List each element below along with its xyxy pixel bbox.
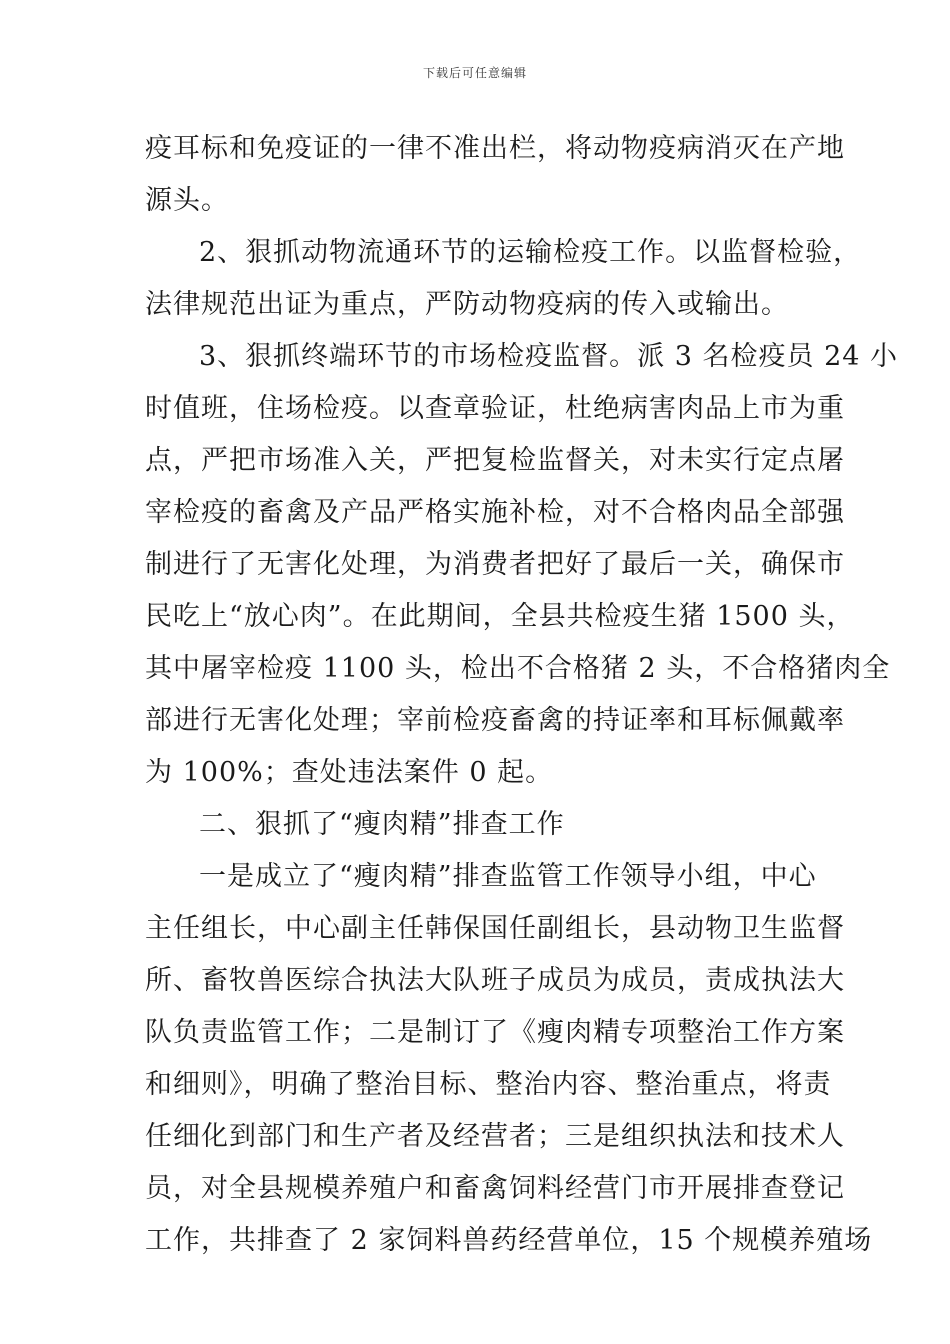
text-line: 工作，共排查了 2 家饲料兽药经营单位，15 个规模养殖场	[145, 1225, 873, 1256]
text-line: 队负责监管工作；二是制订了《瘦肉精专项整治工作方案	[145, 1017, 845, 1048]
page-header: 下载后可任意编辑	[422, 66, 527, 80]
text-line: 任细化到部门和生产者及经营者；三是组织执法和技术人	[145, 1121, 845, 1152]
text-line: 主任组长，中心副主任韩保国任副组长，县动物卫生监督	[145, 913, 845, 944]
paragraph-start-line: 一是成立了“瘦肉精”排查监管工作领导小组，中心	[199, 861, 817, 892]
text-line: 疫耳标和免疫证的一律不准出栏，将动物疫病消灭在产地	[145, 133, 845, 164]
text-line: 法律规范出证为重点，严防动物疫病的传入或输出。	[145, 289, 789, 320]
text-line: 制进行了无害化处理，为消费者把好了最后一关，确保市	[145, 549, 845, 580]
document-body	[145, 128, 899, 1272]
text-line: 和细则》，明确了整治目标、整治内容、整治重点，将责	[145, 1069, 832, 1100]
text-line: 部进行无害化处理；宰前检疫畜禽的持证率和耳标佩戴率	[145, 705, 845, 736]
paragraph-start-line: 3、狠抓终端环节的市场检疫监督。派 3 名检疫员 24 小	[199, 341, 899, 372]
text-line: 为 100%；查处违法案件 0 起。	[145, 757, 554, 788]
text-line: 点，严把市场准入关，严把复检监督关，对未实行定点屠	[145, 445, 845, 476]
text-line: 民吃上“放心肉”。在此期间，全县共检疫生猪 1500 头，	[145, 601, 855, 632]
text-line: 宰检疫的畜禽及产品严格实施补检，对不合格肉品全部强	[145, 497, 845, 528]
text-line: 源头。	[145, 185, 229, 216]
section-heading: 二、狠抓了“瘦肉精”排查工作	[199, 809, 565, 840]
text-line: 其中屠宰检疫 1100 头，检出不合格猪 2 头，不合格猪肉全	[145, 653, 891, 684]
text-line: 员，对全县规模养殖户和畜禽饲料经营门市开展排查登记	[145, 1173, 845, 1204]
text-line: 所、畜牧兽医综合执法大队班子成员为成员，责成执法大	[145, 965, 845, 996]
paragraph-start-line: 2、狠抓动物流通环节的运输检疫工作。以监督检验，	[199, 237, 862, 268]
text-line: 时值班，住场检疫。以查章验证，杜绝病害肉品上市为重	[145, 393, 845, 424]
